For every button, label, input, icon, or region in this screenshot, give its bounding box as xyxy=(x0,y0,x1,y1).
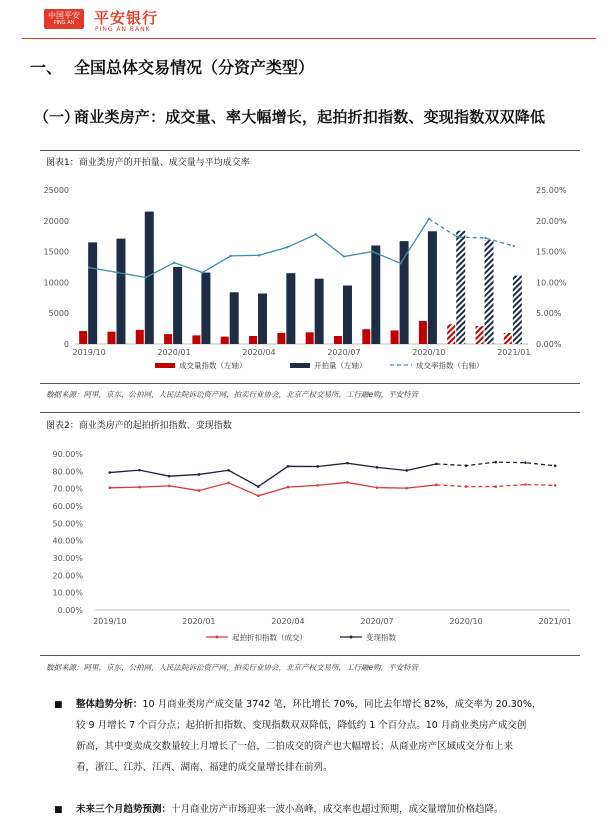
bar-auction-volume xyxy=(286,273,295,344)
bar-deal-volume xyxy=(221,337,229,344)
figure1-source: 数据来源：阿里，京东，公拍网，人民法院诉讼资产网，拍卖行业协会，北京产权交易所，工行融e购，平安特管 xyxy=(46,390,419,399)
point-deal-rate xyxy=(314,233,316,235)
x-tick-label: 2019/10 xyxy=(93,617,127,626)
x-tick-label: 2020/04 xyxy=(271,617,305,626)
x-tick-label: 2020/07 xyxy=(327,348,361,357)
point-liquidation-index xyxy=(287,465,290,468)
x-tick-label: 2020/10 xyxy=(412,348,446,357)
paragraph-line: 看，浙江、江苏、江西、湖南、福建的成交量增长排在前列。 xyxy=(76,762,333,773)
bar-auction-volume xyxy=(485,240,494,344)
legend-marker-discount-index xyxy=(216,636,219,639)
legend-label: 成交率指数（右轴） xyxy=(416,361,484,370)
point-discount-index xyxy=(465,485,468,488)
point-deal-rate xyxy=(88,266,90,268)
point-liquidation-index xyxy=(198,473,201,476)
bar-auction-volume xyxy=(371,245,380,344)
line-deal-rate-forecast xyxy=(429,219,514,246)
bar-auction-volume xyxy=(88,242,97,344)
logo-box-sub: PING AN xyxy=(53,20,75,26)
bullet-square-icon: ■ xyxy=(54,805,63,815)
paragraph-label: 整体趋势分析： xyxy=(76,699,143,710)
point-discount-index xyxy=(524,483,527,486)
point-discount-index xyxy=(109,487,112,490)
section-number: 一、 xyxy=(30,58,63,77)
point-discount-index xyxy=(227,481,230,484)
y-tick-label-right: 10.00% xyxy=(536,278,567,288)
y-tick-label-left: 10000 xyxy=(43,278,69,288)
y-tick-label: 90.00% xyxy=(52,450,83,459)
point-liquidation-index xyxy=(227,469,230,472)
y-tick-label: 50.00% xyxy=(52,519,83,529)
point-liquidation-index xyxy=(524,461,527,464)
bar-auction-volume xyxy=(173,267,182,344)
figure1-title: 图表1：商业类房产的开拍量、成交量与平均成交率 xyxy=(46,158,250,168)
bar-deal-volume xyxy=(362,329,370,344)
bar-deal-volume xyxy=(391,330,399,344)
bar-deal-volume xyxy=(249,336,257,344)
bar-deal-volume xyxy=(79,331,87,344)
y-tick-label: 40.00% xyxy=(52,536,83,546)
bar-deal-volume xyxy=(447,324,455,344)
y-tick-label-left: 20000 xyxy=(43,216,69,226)
point-liquidation-index xyxy=(435,463,438,466)
point-liquidation-index xyxy=(494,461,497,464)
y-tick-label-right: 25.00% xyxy=(536,186,567,195)
y-tick-label: 30.00% xyxy=(52,554,83,563)
paragraph-line: 十月商业房产市场迎来一波小高峰，成交率也超过预期，成交量增加价格趋降。 xyxy=(171,804,504,815)
bar-deal-volume xyxy=(419,321,427,344)
y-tick-label: 10.00% xyxy=(52,588,83,598)
point-discount-index xyxy=(316,484,319,487)
paragraph-label: 未来三个月趋势预测： xyxy=(76,804,172,815)
legend-label: 起拍折扣指数（成交） xyxy=(232,633,307,642)
legend-label: 开拍量（左轴） xyxy=(314,361,367,370)
bar-auction-volume xyxy=(201,273,210,344)
logo-box-text: 中国平安 xyxy=(48,11,80,20)
point-deal-rate xyxy=(399,262,401,264)
point-discount-index xyxy=(405,487,408,490)
bar-deal-volume xyxy=(107,332,115,344)
bar-deal-volume xyxy=(277,333,285,344)
point-discount-index xyxy=(257,494,260,497)
legend-swatch-deal-volume xyxy=(155,363,175,368)
y-tick-label: 80.00% xyxy=(52,467,83,477)
point-liquidation-index xyxy=(109,471,112,474)
subsection-title: 商业类房产：成交量、率大幅增长，起拍折扣指数、变现指数双双降低 xyxy=(74,108,546,126)
paragraph-line: 较 9 月增长 7 个百分点；起拍折扣指数、变现指数双双降低，降低约 1 个百分点。10 月商业类房产成交创 xyxy=(76,720,527,731)
section-title: 全国总体交易情况（分资产类型） xyxy=(74,58,315,77)
x-tick-label: 2020/01 xyxy=(182,617,216,626)
paragraph-trend-analysis xyxy=(76,694,596,778)
bullet-square-icon: ■ xyxy=(54,700,63,710)
point-deal-rate xyxy=(428,218,430,220)
bar-deal-volume xyxy=(164,334,172,344)
y-tick-label-left: 25000 xyxy=(43,186,69,195)
bar-deal-volume xyxy=(192,335,200,344)
legend-marker-liquidation-index xyxy=(350,636,353,639)
bank-name: 平安银行 xyxy=(94,9,159,27)
point-discount-index xyxy=(168,485,171,488)
x-tick-label: 2020/10 xyxy=(449,617,483,626)
point-liquidation-index xyxy=(554,464,557,467)
bar-auction-volume xyxy=(343,285,352,344)
bar-auction-volume xyxy=(400,241,409,344)
x-tick-label: 2020/01 xyxy=(157,348,191,357)
point-liquidation-index xyxy=(346,462,349,465)
point-deal-rate xyxy=(484,237,486,239)
point-liquidation-index xyxy=(138,469,141,472)
legend-label: 变现指数 xyxy=(366,633,396,642)
x-tick-label: 2019/10 xyxy=(72,348,106,357)
header-divider xyxy=(22,38,596,39)
point-deal-rate xyxy=(513,245,515,247)
x-tick-label: 2021/01 xyxy=(497,348,531,357)
bar-deal-volume xyxy=(476,326,484,344)
y-tick-label-left: 0 xyxy=(63,340,69,349)
y-tick-label-right: 0.00% xyxy=(536,340,562,349)
point-deal-rate xyxy=(116,271,118,273)
point-discount-index xyxy=(376,486,379,489)
paragraph-forecast xyxy=(76,799,596,820)
point-deal-rate xyxy=(258,254,260,256)
paragraph-line: 新高，其中变卖成交数量较上月增长了一倍，二拍成交的资产也大幅增长；从商业房产区域成交分布上来 xyxy=(76,741,514,752)
paragraph-line: 10 月商业类房产成交量 3742 笔，环比增长 70%，同比去年增长 82%，成交率为 20.30%， xyxy=(142,699,542,710)
point-discount-index xyxy=(287,486,290,489)
point-deal-rate xyxy=(145,276,147,278)
bar-auction-volume xyxy=(513,276,522,344)
legend-swatch-auction-volume xyxy=(290,363,310,368)
figure2-chart xyxy=(40,438,580,652)
line-liquidation-index xyxy=(110,463,437,486)
x-tick-label: 2020/04 xyxy=(242,348,276,357)
pingan-logo-box xyxy=(44,9,84,29)
point-liquidation-index xyxy=(405,469,408,472)
point-discount-index xyxy=(198,489,201,492)
line-discount-index xyxy=(110,482,437,495)
point-discount-index xyxy=(435,484,438,487)
subsection-number: （一） xyxy=(34,108,80,126)
point-liquidation-index xyxy=(316,465,319,468)
point-deal-rate xyxy=(371,250,373,252)
point-liquidation-index xyxy=(257,485,260,488)
point-liquidation-index xyxy=(465,464,468,467)
bar-deal-volume xyxy=(504,333,512,344)
figure1-chart xyxy=(40,168,580,380)
bar-auction-volume xyxy=(258,293,267,344)
figure2-source: 数据来源：阿里，京东，公拍网，人民法院诉讼资产网，拍卖行业协会，北京产权交易所，工行融e购，平安特管 xyxy=(46,663,419,672)
point-deal-rate xyxy=(343,255,345,257)
figure2-title: 图表2：商业类房产的起拍折扣指数、变现指数 xyxy=(46,421,232,431)
y-tick-label: 20.00% xyxy=(52,571,83,581)
bar-auction-volume xyxy=(456,231,465,344)
y-tick-label: 0.00% xyxy=(57,606,83,615)
legend-label: 成交量指数（左轴） xyxy=(179,361,247,370)
point-deal-rate xyxy=(173,261,175,263)
y-tick-label-right: 15.00% xyxy=(536,247,567,257)
y-tick-label: 60.00% xyxy=(52,502,83,511)
x-tick-label: 2021/01 xyxy=(538,617,572,626)
point-discount-index xyxy=(494,485,497,488)
point-discount-index xyxy=(346,481,349,484)
bar-auction-volume xyxy=(315,279,324,344)
y-tick-label: 70.00% xyxy=(52,484,83,494)
bar-auction-volume xyxy=(428,231,437,344)
bar-auction-volume xyxy=(230,292,239,344)
y-tick-label-left: 5000 xyxy=(48,309,69,319)
bank-name-en: PING AN BANK xyxy=(95,26,151,33)
bar-deal-volume xyxy=(334,336,342,344)
point-liquidation-index xyxy=(168,475,171,478)
bar-auction-volume xyxy=(116,239,125,344)
bar-deal-volume xyxy=(306,332,314,344)
x-tick-label: 2020/07 xyxy=(360,617,394,626)
y-tick-label-right: 20.00% xyxy=(536,216,567,226)
point-deal-rate xyxy=(201,271,203,273)
y-tick-label-right: 5.00% xyxy=(536,309,562,319)
point-discount-index xyxy=(554,484,557,487)
y-tick-label-left: 15000 xyxy=(43,247,69,257)
bar-deal-volume xyxy=(136,330,144,344)
point-deal-rate xyxy=(230,255,232,257)
point-deal-rate xyxy=(456,236,458,238)
point-discount-index xyxy=(138,486,141,489)
point-liquidation-index xyxy=(376,466,379,469)
point-deal-rate xyxy=(286,246,288,248)
